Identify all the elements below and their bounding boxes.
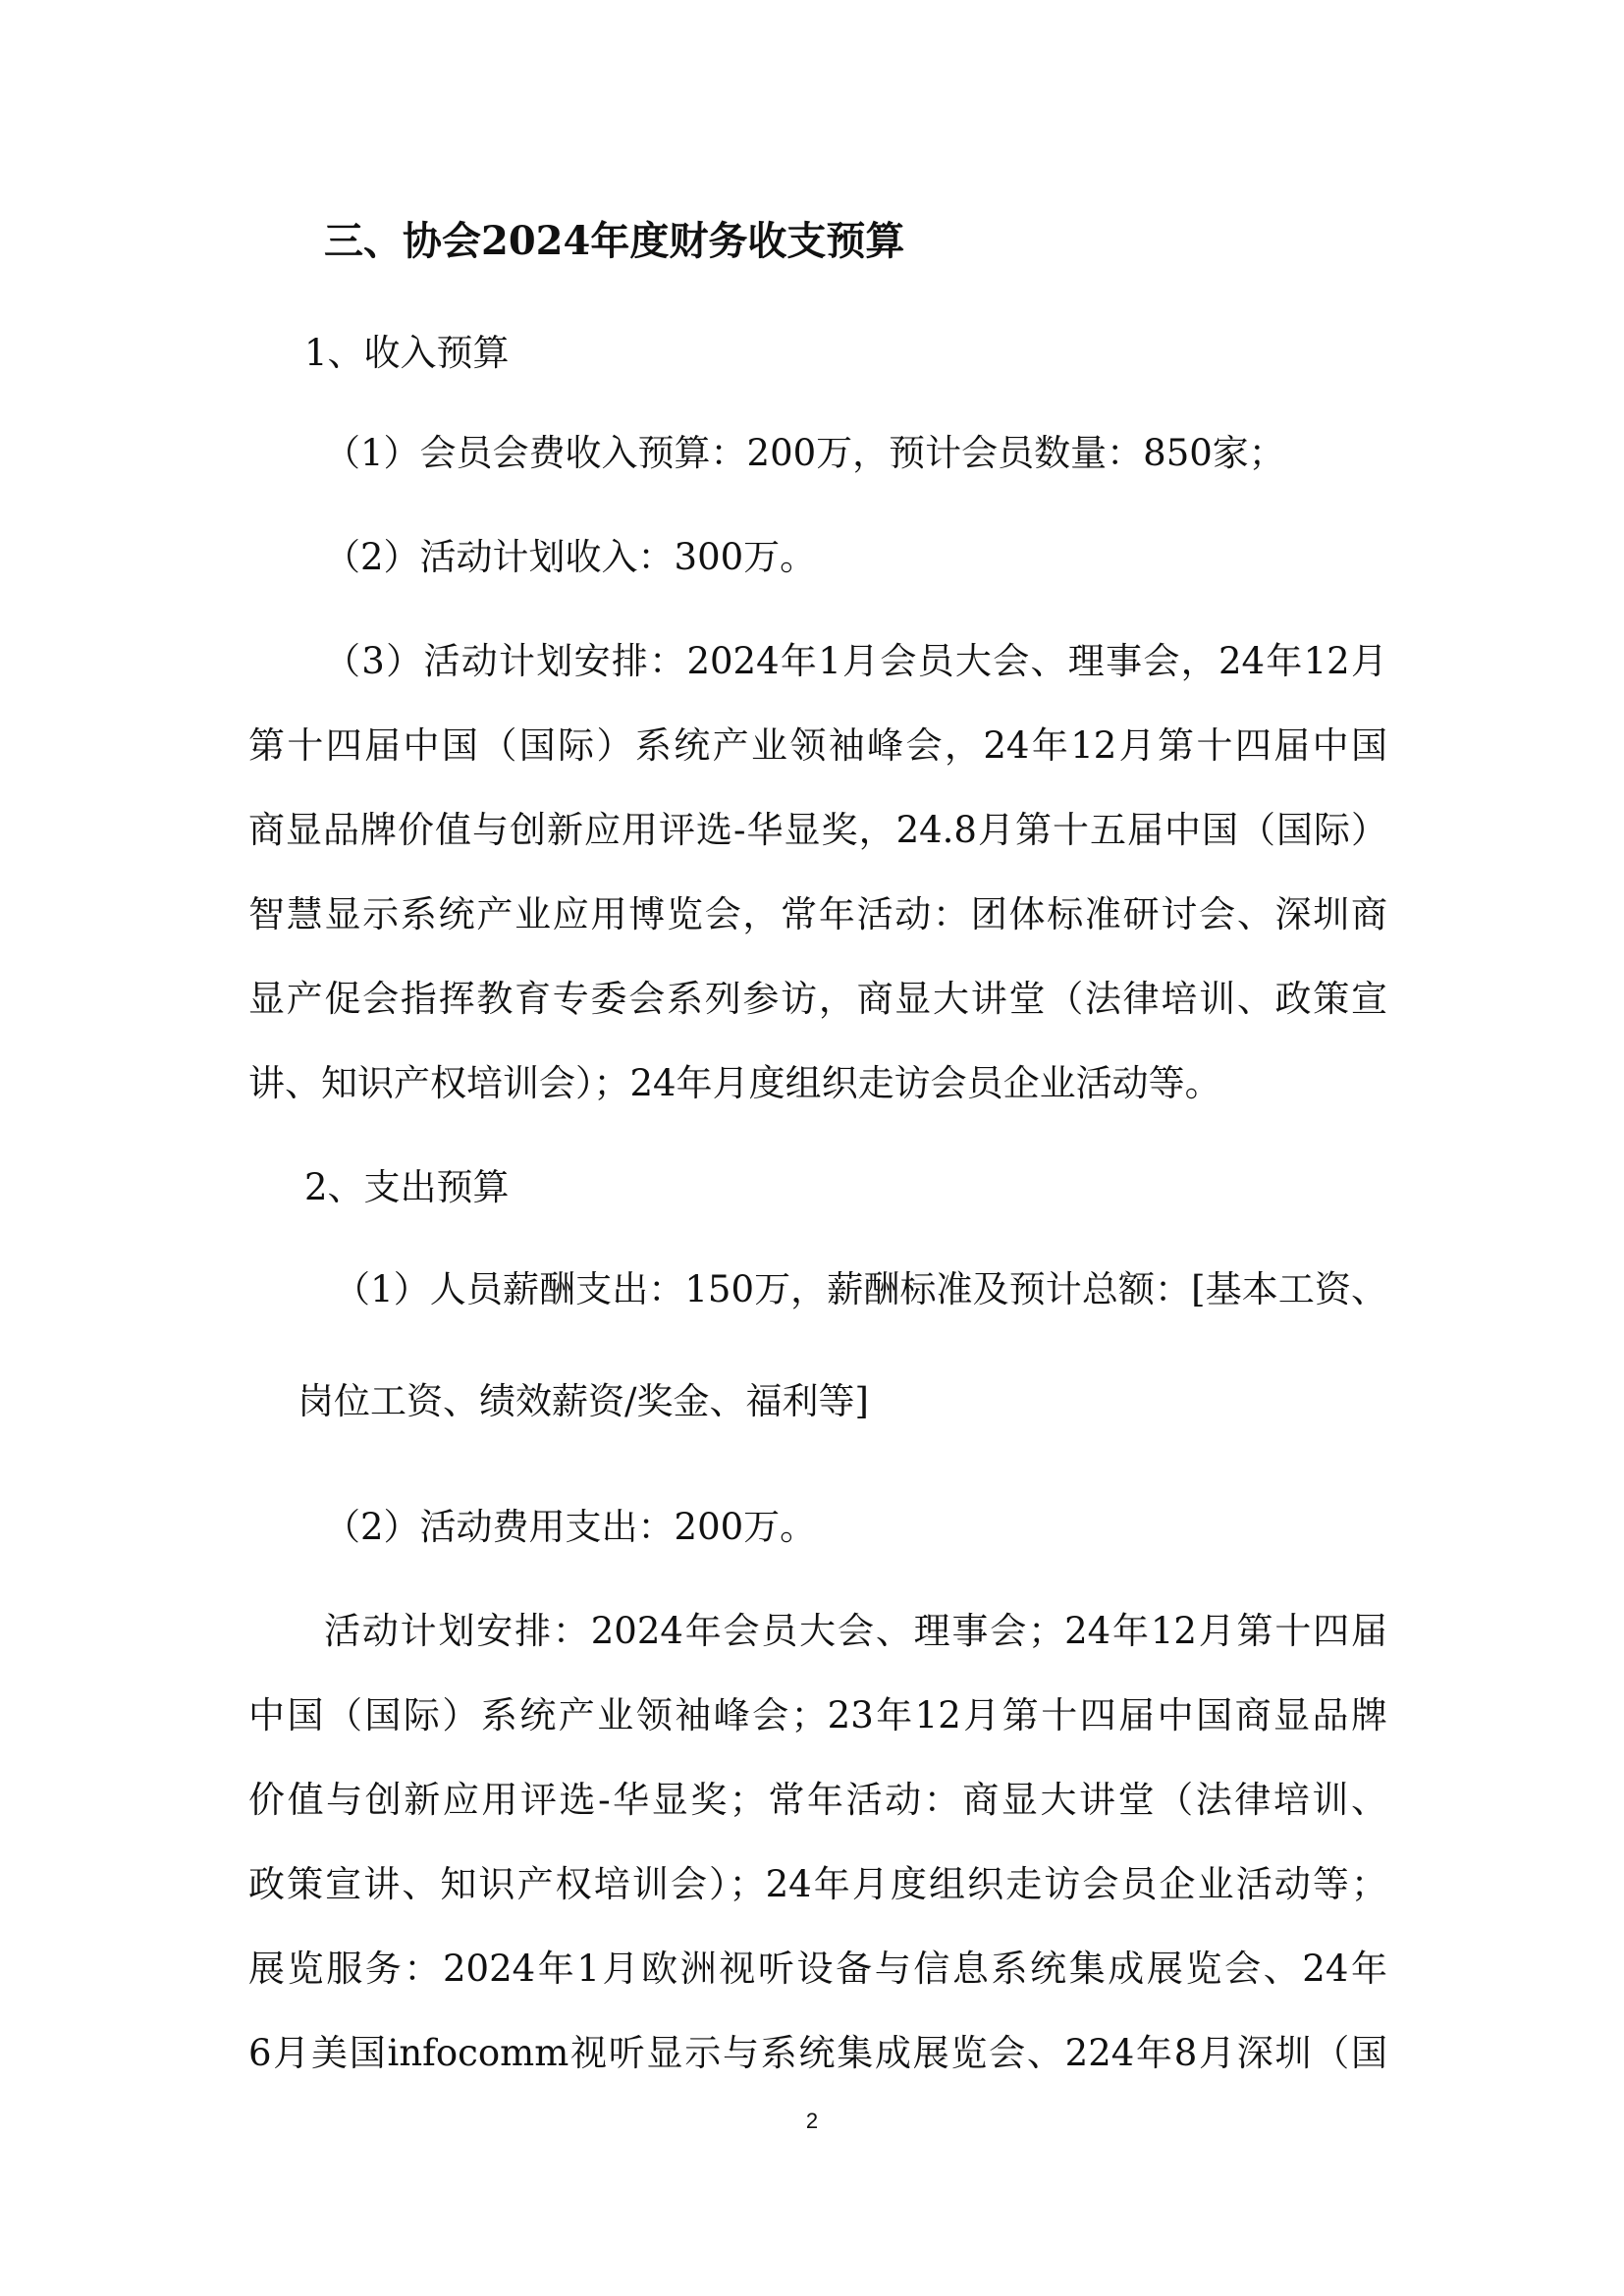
income-plan-line: 商显品牌价值与创新应用评选-华显奖，24.8月第十五届中国（国际） [248,809,1387,851]
income-budget-title: 1、收入预算 [304,332,510,374]
income-plan-line: 显产促会指挥教育专委会系列参访，商显大讲堂（法律培训、政策宣 [248,978,1387,1020]
expense-plan-line: 6月美国infocomm视听显示与系统集成展览会、224年8月深圳（国 [248,2032,1387,2074]
expense-budget-title: 2、支出预算 [304,1166,510,1208]
expense-plan-line: 中国（国际）系统产业领袖峰会；23年12月第十四届中国商显品牌 [248,1694,1387,1736]
expense-plan-line: 活动计划安排：2024年会员大会、理事会；24年12月第十四届 [324,1610,1387,1652]
income-plan-line: （3）活动计划安排：2024年1月会员大会、理事会，24年12月 [324,640,1387,682]
income-plan-line: 第十四届中国（国际）系统产业领袖峰会，24年12月第十四届中国 [248,724,1387,767]
income-plan-line: 智慧显示系统产业应用博览会，常年活动：团体标准研讨会、深圳商 [248,893,1387,935]
expense-plan-line: 展览服务：2024年1月欧洲视听设备与信息系统集成展览会、24年 [248,1948,1387,1990]
activity-income: （2）活动计划收入：300万。 [324,536,817,578]
expense-plan-line: 价值与创新应用评选-华显奖；常年活动：商显大讲堂（法律培训、 [248,1779,1387,1821]
income-plan-line: 讲、知识产权培训会）；24年月度组织走访会员企业活动等。 [248,1062,1221,1104]
section-heading: 三、协会2024年度财务收支预算 [324,218,905,264]
membership-fee-income: （1）会员会费收入预算：200万，预计会员数量：850家； [324,432,1285,474]
salary-expense-line: （1）人员薪酬支出：150万，薪酬标准及预计总额：[基本工资、 [334,1268,1387,1310]
activity-cost: （2）活动费用支出：200万。 [324,1506,817,1548]
page-number: 2 [805,2109,819,2133]
salary-expense-line: 岗位工资、绩效薪资/奖金、福利等] [298,1380,869,1422]
expense-plan-line: 政策宣讲、知识产权培训会）；24年月度组织走访会员企业活动等； [248,1863,1387,1905]
